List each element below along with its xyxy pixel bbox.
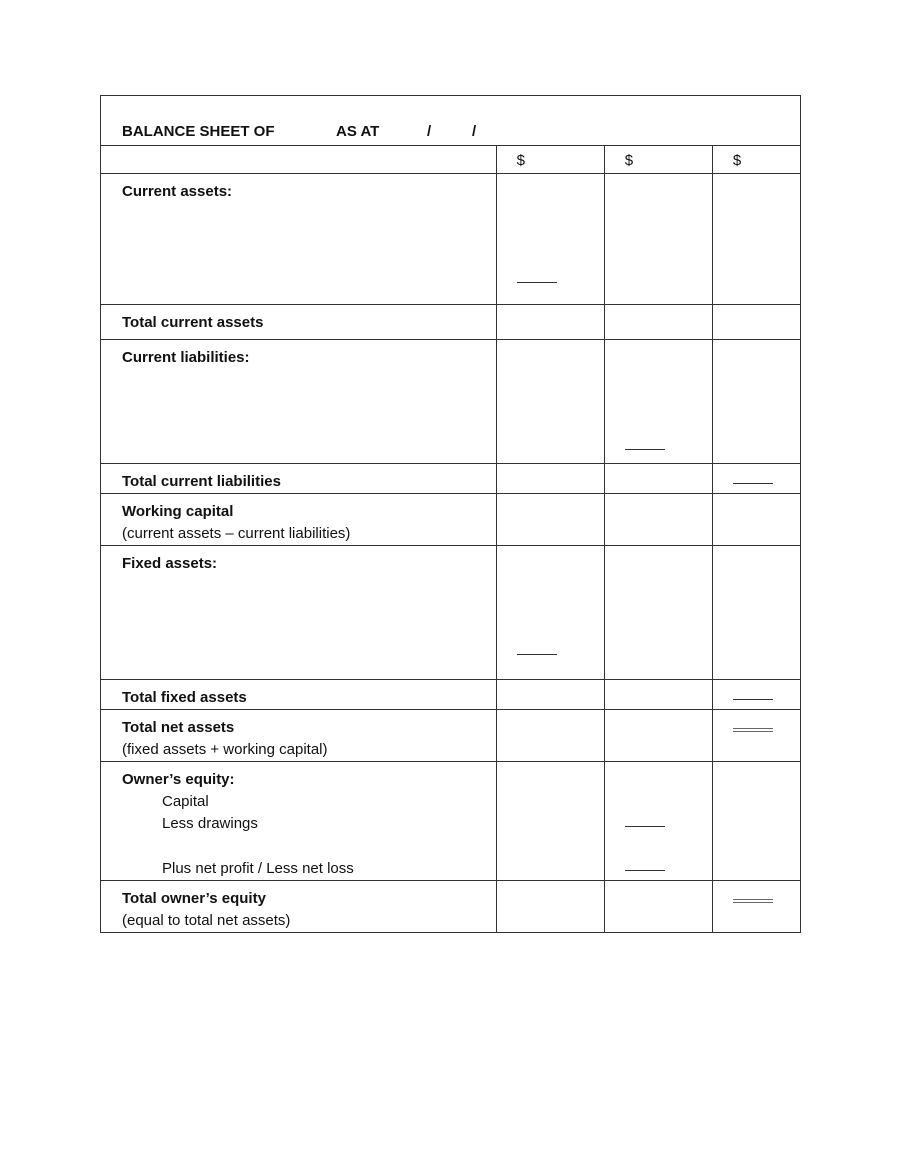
cell [712, 546, 800, 680]
cell [712, 340, 800, 464]
total-fixed-assets-col3 [712, 680, 800, 710]
current-assets-col3 [712, 174, 800, 305]
cell [496, 710, 604, 762]
cell [496, 494, 604, 546]
cell [604, 710, 712, 762]
current-assets-col2 [604, 174, 712, 305]
total-net-assets-label: Total net assets [122, 719, 235, 736]
cell [712, 305, 800, 340]
current-liabilities-label: Current liabilities: [101, 340, 497, 464]
subtotal-line [625, 870, 665, 871]
less-drawings-label: Less drawings [162, 815, 258, 832]
currency-header-2 [604, 146, 712, 174]
total-current-liabilities-col3 [712, 464, 800, 494]
total-net-assets-cell [101, 710, 497, 762]
currency-header-3 [712, 146, 800, 174]
cell [604, 305, 712, 340]
fixed-assets-label: Fixed assets: [101, 546, 497, 680]
dollar-label: $ [732, 152, 742, 169]
cell [496, 340, 604, 464]
subtotal-line [733, 699, 773, 700]
current-assets-label: Current assets: [101, 174, 497, 305]
cell [604, 546, 712, 680]
working-capital-row [101, 494, 801, 546]
total-owners-equity-col3 [712, 881, 800, 933]
cell [604, 494, 712, 546]
owners-equity-row [101, 762, 801, 881]
cell [604, 881, 712, 933]
total-current-assets-label: Total current assets [101, 305, 497, 340]
title-as-at: AS AT [336, 123, 380, 140]
title-slash-1: / [427, 123, 432, 140]
header-blank-cell [101, 146, 497, 174]
fixed-assets-row [101, 546, 801, 680]
owners-equity-label: Owner’s equity: [122, 771, 235, 788]
cell [496, 881, 604, 933]
working-capital-note: (current assets – current liabilities) [122, 525, 351, 542]
current-assets-row [101, 174, 801, 305]
subtotal-line [733, 483, 773, 484]
dollar-label: $ [516, 152, 525, 169]
total-fixed-assets-row [101, 680, 801, 710]
owners-equity-cell [101, 762, 497, 881]
cell [496, 762, 604, 881]
subtotal-line [625, 449, 665, 450]
total-owners-equity-label: Total owner’s equity [122, 890, 266, 907]
working-capital-cell [101, 494, 497, 546]
total-current-liabilities-label: Total current liabilities [101, 464, 497, 494]
subtotal-line [517, 654, 557, 655]
double-total-line [733, 899, 773, 903]
total-net-assets-note: (fixed assets + working capital) [122, 741, 328, 758]
cell [496, 680, 604, 710]
total-current-assets-row [101, 305, 801, 340]
total-net-assets-row [101, 710, 801, 762]
double-total-line [733, 728, 773, 732]
cell [496, 464, 604, 494]
currency-header-row [101, 146, 801, 174]
total-net-assets-col3 [712, 710, 800, 762]
owners-equity-col2 [604, 762, 712, 881]
total-owners-equity-row [101, 881, 801, 933]
balance-sheet-table [100, 95, 801, 933]
cell [496, 305, 604, 340]
title-row [101, 96, 801, 146]
current-liabilities-col2 [604, 340, 712, 464]
title-slash-2: / [472, 123, 477, 140]
cell [604, 464, 712, 494]
total-current-liabilities-row [101, 464, 801, 494]
dollar-label: $ [624, 152, 634, 169]
title-cell [101, 96, 801, 146]
cell [712, 494, 800, 546]
subtotal-line [517, 282, 557, 283]
total-owners-equity-cell [101, 881, 497, 933]
currency-header-1 [496, 146, 604, 174]
current-liabilities-row [101, 340, 801, 464]
total-fixed-assets-label: Total fixed assets [101, 680, 497, 710]
current-assets-col1 [496, 174, 604, 305]
fixed-assets-col1 [496, 546, 604, 680]
subtotal-line [625, 826, 665, 827]
cell [604, 680, 712, 710]
cell [712, 762, 800, 881]
capital-label: Capital [162, 793, 209, 810]
net-profit-label: Plus net profit / Less net loss [162, 860, 354, 877]
working-capital-label: Working capital [122, 503, 234, 520]
total-owners-equity-note: (equal to total net assets) [122, 912, 291, 929]
title-prefix: BALANCE SHEET OF [122, 123, 275, 140]
